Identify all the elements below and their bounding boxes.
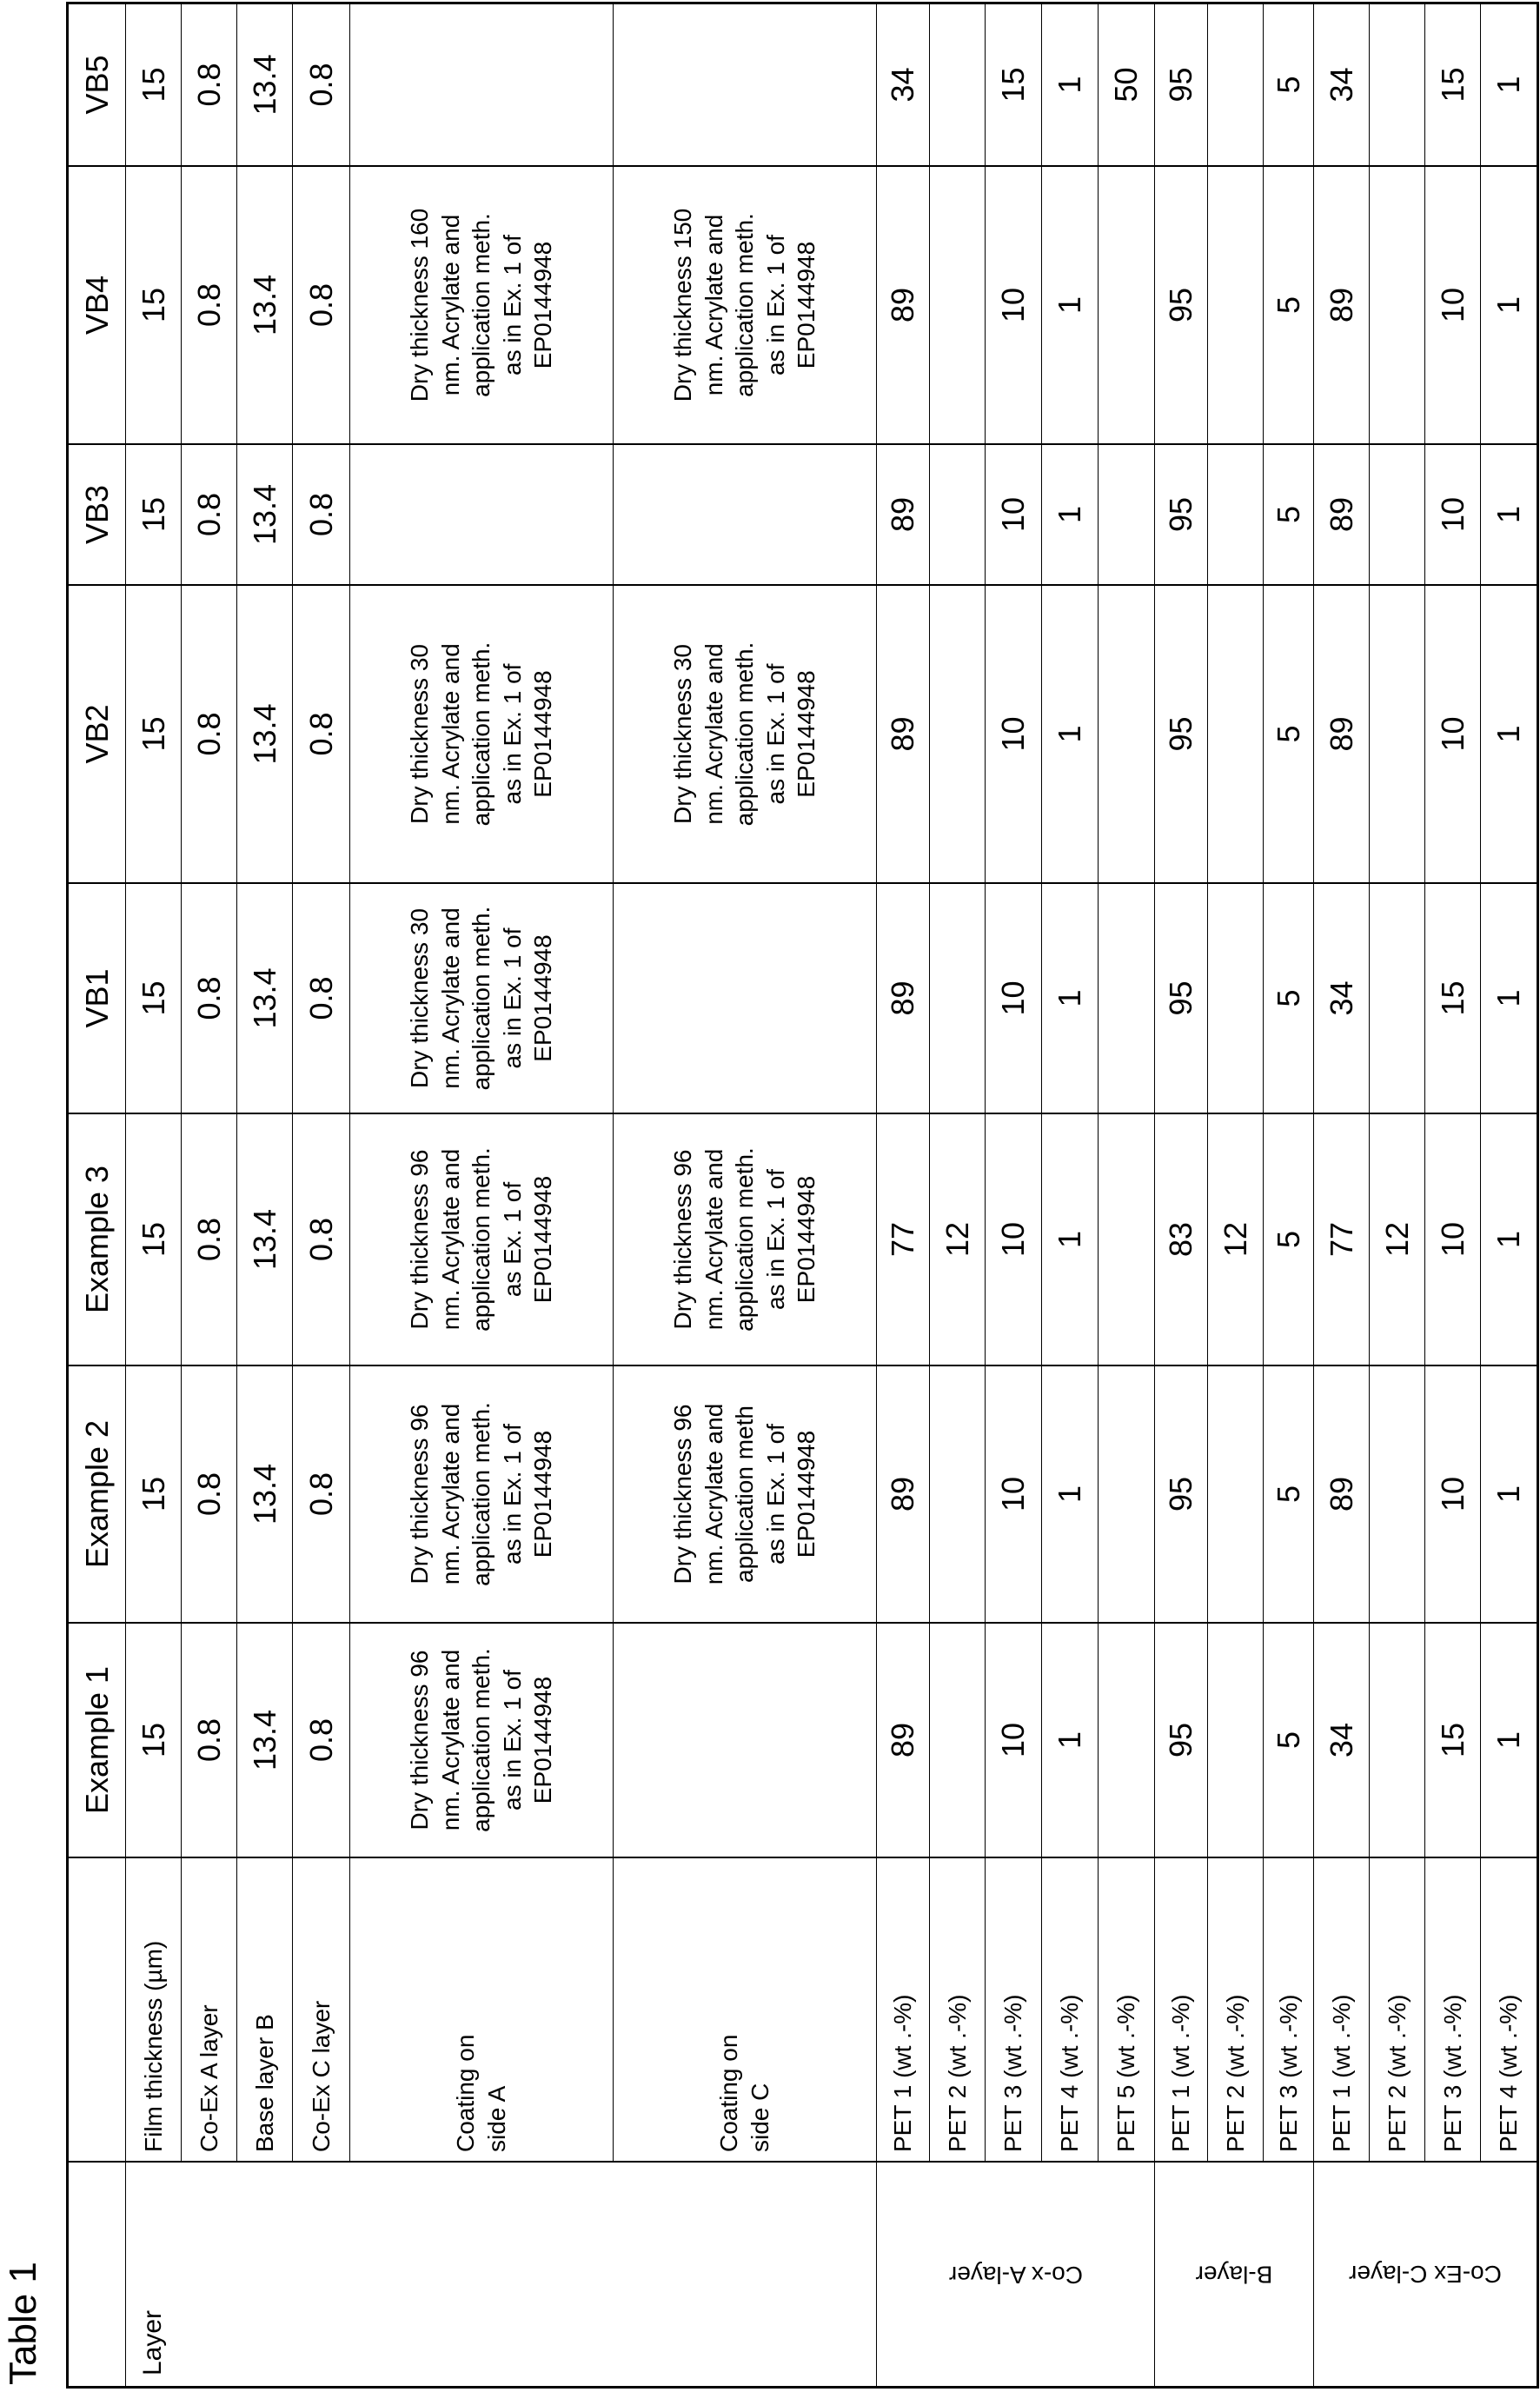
row-label: Film thickness (µm) [126,1857,182,2161]
coating-cell-text: Dry thickness 30 nm. Acrylate and application meth. as in Ex. 1 of EP0144948 [406,641,557,827]
value-cell: 5 [1264,4,1314,165]
coating-cell-text: Dry thickness 150 nm. Acrylate and application meth. as in Ex. 1 of EP0144948 [669,208,820,402]
value-cell: 0.8 [182,584,237,882]
value-cell [1370,1365,1425,1622]
layer-group-cell-text: Co-Ex C-layer [1349,2261,1502,2289]
value-cell: 0.8 [182,882,237,1113]
value-cell: 95 [1155,584,1208,882]
value-cell: 0.8 [182,1365,237,1622]
value-cell: 15 [126,443,182,584]
value-cell: 15 [126,165,182,443]
coating-cell [350,4,614,165]
value-cell: 0.8 [182,4,237,165]
value-cell: 1 [1042,1622,1099,1857]
coating-cell [614,4,877,165]
value-cell: 15 [126,4,182,165]
value-cell: 89 [1314,584,1370,882]
value-cell [930,882,986,1113]
value-cell: 83 [1155,1113,1208,1365]
value-cell: 34 [877,4,930,165]
value-cell: 15 [126,1622,182,1857]
value-cell: 89 [877,165,930,443]
value-cell: 95 [1155,4,1208,165]
value-cell: 15 [1425,882,1481,1113]
value-cell: 0.8 [182,1113,237,1365]
value-cell: 1 [1481,1365,1537,1622]
value-cell [1208,1622,1264,1857]
row-label [614,1857,877,2161]
value-cell: 10 [986,584,1042,882]
value-cell: 0.8 [293,1113,350,1365]
row-label: Co-Ex A layer [182,1857,237,2161]
value-cell: 34 [1314,882,1370,1113]
value-cell: 12 [1208,1113,1264,1365]
value-cell: 5 [1264,443,1314,584]
value-cell: 89 [877,584,930,882]
layer-group-cell [877,2161,1155,2386]
value-cell: 13.4 [237,584,293,882]
value-cell: 10 [986,443,1042,584]
value-cell: 95 [1155,165,1208,443]
coating-cell-text: Dry thickness 96 nm. Acrylate and application meth. as in Ex. 1 of EP0144948 [406,1402,557,1586]
value-cell: 34 [1314,4,1370,165]
value-cell: 34 [1314,1622,1370,1857]
column-header: Example 1 [69,1622,126,1857]
value-cell [930,165,986,443]
coating-cell [350,443,614,584]
coating-cell-text: Dry thickness 160 nm. Acrylate and application meth. as in Ex. 1 of EP0144948 [406,208,557,402]
value-cell: 5 [1264,584,1314,882]
layer-group-cell-text: Co-x A-layer [948,2261,1083,2289]
value-cell: 1 [1042,584,1099,882]
row-label: PET 2 (wt .-%) [1370,1857,1425,2161]
coating-cell [614,443,877,584]
layer-group-cell-text: B-layer [1195,2261,1273,2289]
value-cell: 0.8 [293,4,350,165]
value-cell: 10 [1425,1365,1481,1622]
value-cell: 89 [877,443,930,584]
value-cell [930,584,986,882]
value-cell: 13.4 [237,1622,293,1857]
coating-cell [350,165,614,443]
coating-cell-text: Dry thickness 30 nm. Acrylate and application meth. as in Ex. 1 of EP0144948 [669,641,820,827]
value-cell: 89 [877,1622,930,1857]
value-cell: 10 [986,1365,1042,1622]
value-cell [1370,443,1425,584]
value-cell [930,1622,986,1857]
coating-cell [350,1622,614,1857]
row-label: PET 5 (wt .-%) [1099,1857,1155,2161]
value-cell: 50 [1099,4,1155,165]
column-header: VB5 [69,4,126,165]
coating-cell-text: Dry thickness 96 nm. Acrylate and application meth as in Ex. 1 of EP0144948 [669,1403,820,1585]
value-cell [1208,882,1264,1113]
value-cell: 1 [1042,165,1099,443]
value-cell [1099,443,1155,584]
value-cell: 0.8 [293,584,350,882]
coating-cell [614,165,877,443]
value-cell: 1 [1481,1113,1537,1365]
value-cell [1370,882,1425,1113]
value-cell [1370,4,1425,165]
coating-cell [614,1365,877,1622]
row-label-header [69,1857,126,2161]
value-cell: 10 [1425,584,1481,882]
value-cell [1099,1622,1155,1857]
value-cell [1099,165,1155,443]
value-cell: 10 [986,165,1042,443]
row-label: PET 1 (wt .-%) [1155,1857,1208,2161]
value-cell: 5 [1264,1113,1314,1365]
table-caption: Table 1 [2,2262,44,2385]
value-cell: 15 [1425,1622,1481,1857]
value-cell: 10 [1425,1113,1481,1365]
value-cell: 10 [986,1113,1042,1365]
value-cell: 95 [1155,1622,1208,1857]
row-label: PET 1 (wt .-%) [877,1857,930,2161]
coating-cell [614,584,877,882]
value-cell: 0.8 [293,882,350,1113]
value-cell [930,4,986,165]
value-cell: 15 [1425,4,1481,165]
row-label-text: Coating on side C [714,2034,773,2152]
column-header: VB3 [69,443,126,584]
value-cell: 89 [877,882,930,1113]
row-label: Base layer B [237,1857,293,2161]
coating-cell-text: Dry thickness 96 nm. Acrylate and application meth. as in Ex. 1 of EP0144948 [669,1147,820,1332]
coating-cell [350,1365,614,1622]
row-label [350,1857,614,2161]
value-cell: 13.4 [237,1113,293,1365]
coating-cell [350,1113,614,1365]
value-cell: 1 [1042,443,1099,584]
value-cell [1208,1365,1264,1622]
value-cell: 12 [930,1113,986,1365]
value-cell: 10 [986,1622,1042,1857]
value-cell: 1 [1481,1622,1537,1857]
row-label: PET 1 (wt .-%) [1314,1857,1370,2161]
value-cell: 12 [1370,1113,1425,1365]
value-cell [1099,1365,1155,1622]
row-label-text: Coating on side A [451,2034,510,2152]
value-cell: 95 [1155,882,1208,1113]
row-label: PET 3 (wt .-%) [986,1857,1042,2161]
value-cell: 15 [126,1365,182,1622]
value-cell: 0.8 [182,165,237,443]
row-label: PET 3 (wt .-%) [1264,1857,1314,2161]
coating-cell-text: Dry thickness 96 nm. Acrylate and application meth. as in Ex. 1 of EP0144948 [406,1648,557,1832]
value-cell: 0.8 [293,165,350,443]
column-header: Example 3 [69,1113,126,1365]
value-cell [1370,1622,1425,1857]
row-label: PET 4 (wt .-%) [1042,1857,1099,2161]
coating-cell-text: Dry thickness 96 nm. Acrylate and application meth. as Ex. 1 of EP0144948 [406,1147,557,1332]
value-cell: 1 [1042,882,1099,1113]
column-header: VB4 [69,165,126,443]
value-cell: 10 [1425,443,1481,584]
value-cell: 13.4 [237,882,293,1113]
value-cell: 89 [1314,1365,1370,1622]
value-cell: 10 [986,882,1042,1113]
value-cell: 89 [1314,165,1370,443]
value-cell [1208,165,1264,443]
layer-column-header: Layer [126,2161,877,2386]
value-cell [1208,443,1264,584]
data-table [66,2,1539,2389]
value-cell: 13.4 [237,1365,293,1622]
value-cell: 95 [1155,1365,1208,1622]
corner-cell [69,2161,126,2386]
coating-cell [350,584,614,882]
value-cell: 0.8 [182,1622,237,1857]
value-cell: 5 [1264,882,1314,1113]
value-cell: 15 [126,1113,182,1365]
value-cell [1208,4,1264,165]
value-cell [1370,584,1425,882]
coating-cell [614,1113,877,1365]
row-label: PET 2 (wt .-%) [930,1857,986,2161]
value-cell: 5 [1264,1365,1314,1622]
value-cell: 77 [877,1113,930,1365]
value-cell: 1 [1042,1113,1099,1365]
value-cell: 0.8 [293,443,350,584]
column-header: VB2 [69,584,126,882]
value-cell: 89 [877,1365,930,1622]
value-cell: 15 [126,584,182,882]
column-header: Example 2 [69,1365,126,1622]
value-cell [930,443,986,584]
value-cell: 77 [1314,1113,1370,1365]
value-cell: 1 [1481,165,1537,443]
value-cell: 13.4 [237,4,293,165]
row-label: PET 2 (wt .-%) [1208,1857,1264,2161]
value-cell: 13.4 [237,443,293,584]
value-cell: 13.4 [237,165,293,443]
value-cell: 5 [1264,1622,1314,1857]
row-label: Co-Ex C layer [293,1857,350,2161]
value-cell: 1 [1481,584,1537,882]
value-cell: 15 [986,4,1042,165]
value-cell [1208,584,1264,882]
value-cell: 0.8 [182,443,237,584]
row-label: PET 4 (wt .-%) [1481,1857,1537,2161]
value-cell: 1 [1042,4,1099,165]
value-cell: 89 [1314,443,1370,584]
layer-group-cell [1314,2161,1537,2386]
column-header: VB1 [69,882,126,1113]
value-cell [1099,882,1155,1113]
row-label: PET 3 (wt .-%) [1425,1857,1481,2161]
coating-cell [350,882,614,1113]
value-cell: 0.8 [293,1365,350,1622]
coating-cell-text: Dry thickness 30 nm. Acrylate and application meth. as in Ex. 1 of EP0144948 [406,906,557,1091]
value-cell: 95 [1155,443,1208,584]
value-cell: 1 [1042,1365,1099,1622]
value-cell [930,1365,986,1622]
coating-cell [614,1622,877,1857]
coating-cell [614,882,877,1113]
value-cell: 10 [1425,165,1481,443]
value-cell: 5 [1264,165,1314,443]
value-cell [1370,165,1425,443]
value-cell [1099,584,1155,882]
value-cell: 1 [1481,882,1537,1113]
value-cell: 0.8 [293,1622,350,1857]
value-cell: 1 [1481,443,1537,584]
value-cell: 1 [1490,76,1526,94]
value-cell: 15 [126,882,182,1113]
value-cell [1099,1113,1155,1365]
layer-group-cell [1155,2161,1314,2386]
